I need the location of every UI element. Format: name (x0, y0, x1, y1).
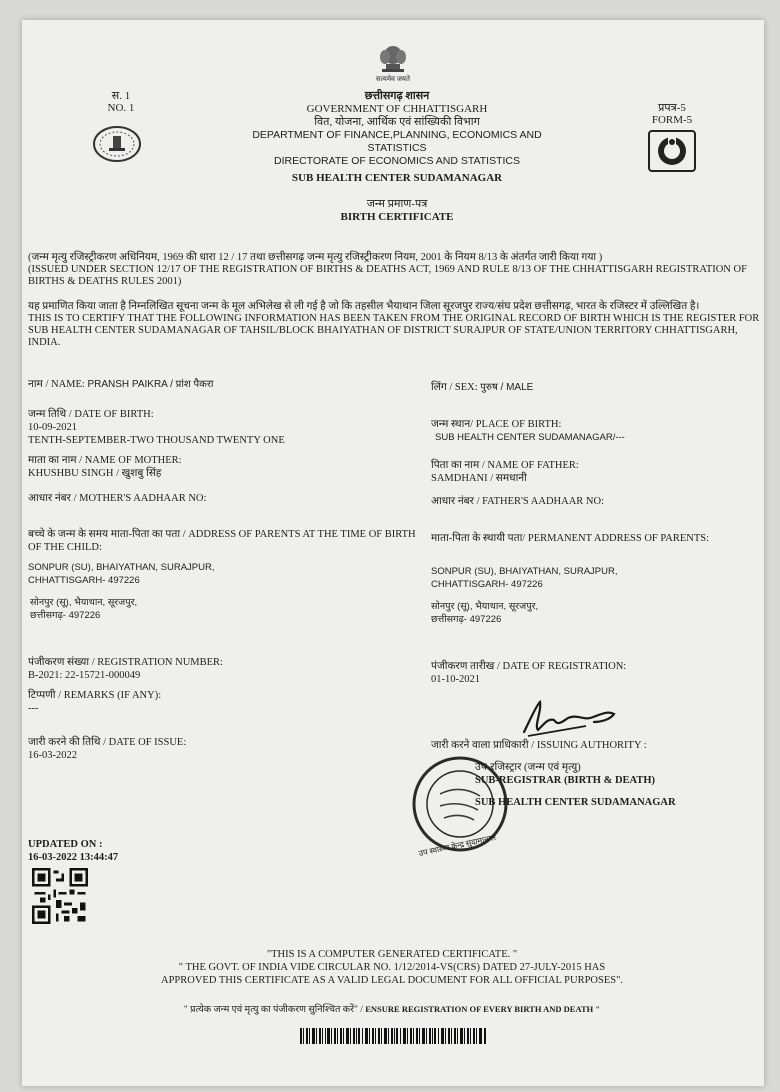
issued-under-en: (ISSUED UNDER SECTION 12/17 OF THE REGISTRATION OF BIRTHS & DEATHS ACT, 1969 AND RULE 8/13 OF THE CHHATTISGARH REGISTRATION OF BIRTHS & DEATHS RULES 2001) (28, 264, 747, 287)
form-number-right (642, 102, 702, 126)
national-emblem-icon (368, 38, 418, 84)
slogan-en: ENSURE REGISTRATION OF EVERY BIRTH AND DEATH " (365, 1004, 601, 1014)
address-permanent-hi-line1: सोनपुर (सू), भैयाथान, सूरजपुर, (431, 601, 539, 612)
certificate-page (22, 20, 764, 1086)
registrar-center: SUB HEALTH CENTER SUDAMANAGAR (475, 797, 676, 808)
slogan-separator: / (360, 1005, 363, 1015)
address-permanent-hi (431, 600, 761, 626)
dob-value: 10-09-2021 (28, 422, 77, 433)
father-aadhaar-field: आधार नंबर / FATHER'S AADHAAR NO: (431, 496, 604, 507)
registration-date-value: 01-10-2021 (431, 674, 480, 685)
issued-under-text (28, 252, 760, 288)
state-logo-icon (92, 124, 142, 169)
address-permanent-en (431, 565, 761, 591)
address-birth-en-line1: SONPUR (SU), BHAIYATHAN, SURAJPUR, (28, 562, 215, 573)
form-number-right-en: FORM-5 (651, 114, 693, 126)
remarks-label: टिप्पणी / REMARKS (IF ANY): (28, 690, 162, 701)
father-value: SAMDHANI / समधानी (431, 473, 527, 484)
certificate-title (222, 198, 572, 224)
issued-under-hi: (जन्म मृत्यु रजिस्ट्रीकरण अधिनियम, 1969 की धारा 12 / 17 तथा छत्तीसगढ़ जन्म मृत्यु रजिस्ट्रीकरण नियम, 2001 के नियम 8/13 के अंतर्गत जारी किया गया ) (28, 252, 603, 263)
certify-hi: यह प्रमाणित किया जाता है निम्नलिखित सूचना जन्म के मूल अभिलेख से ली गई है जो कि तहसील भैयाथान जिला सूरजपुर राज्य/संघ प्रदेश छत्तीसगढ़, भारत के रजिस्टर में उल्लिखित है। (28, 301, 700, 312)
father-field (431, 459, 761, 485)
sex-value: पुरुष / MALE (480, 382, 534, 393)
address-permanent-en-line2: CHHATTISGARH- 497226 (431, 579, 543, 590)
place-of-birth-value: SUB HEALTH CENTER SUDAMANAGAR/--- (435, 432, 625, 443)
gov-title-hi: छत्तीसगढ़ शासन (364, 90, 430, 102)
address-permanent-en-line1: SONPUR (SU), BHAIYATHAN, SURAJPUR, (431, 566, 618, 577)
mother-value: KHUSHBU SINGH / खुशबु सिंह (28, 468, 162, 479)
dob-field (28, 408, 428, 447)
issue-date-value: 16-03-2022 (28, 750, 77, 761)
address-birth-en (28, 561, 428, 587)
address-permanent-hi-line2: छत्तीसगढ़- 497226 (431, 614, 502, 625)
center-name: SUB HEALTH CENTER SUDAMANAGAR (291, 172, 503, 184)
census-logo-icon (648, 130, 696, 177)
address-birth-hi (30, 596, 430, 622)
dept-title-en: DEPARTMENT OF FINANCE,PLANNING, ECONOMICS AND STATISTICS (252, 129, 542, 154)
mother-aadhaar-field: आधार नंबर / MOTHER'S AADHAAR NO: (28, 493, 207, 504)
sex-field (431, 379, 761, 394)
place-of-birth-label: जन्म स्थान/ PLACE OF BIRTH: (431, 419, 562, 430)
name-field (28, 376, 428, 391)
footer-line2: " THE GOVT. OF INDIA VIDE CIRCULAR NO. 1/12/2014-VS(CRS) DATED 27-JULY-2015 HAS (178, 962, 606, 973)
name-value: PRANSH PAIKRA / प्रांश पैकरा (87, 379, 214, 390)
issue-date-field (28, 736, 428, 762)
slogan-hi: " प्रत्येक जन्म एवं मृत्यु का पंजीकरण सुनिश्चित करें" (183, 1005, 358, 1015)
certify-text (28, 301, 760, 349)
registrar-block (475, 761, 735, 787)
mother-label: माता का नाम / NAME OF MOTHER: (28, 455, 182, 466)
form-number-left-en: NO. 1 (107, 102, 135, 114)
footer-notice (92, 948, 692, 987)
gov-title-en: GOVERNMENT OF CHHATTISGARH (306, 103, 488, 115)
issue-date-label: जारी करने की तिथि / DATE OF ISSUE: (28, 737, 187, 748)
footer-line1: "THIS IS A COMPUTER GENERATED CERTIFICATE. " (266, 949, 518, 960)
address-birth-label: बच्चे के जन्म के समय माता-पिता का पता / ADDRESS OF PARENTS AT THE TIME OF BIRTH OF THE CHILD: (28, 529, 416, 553)
title-hi: जन्म प्रमाण-पत्र (366, 198, 428, 210)
father-label: पिता का नाम / NAME OF FATHER: (431, 460, 579, 471)
footer-slogan (92, 1002, 692, 1015)
registration-date-label: पंजीकरण तारीख / DATE OF REGISTRATION: (431, 661, 627, 672)
name-label: नाम / NAME: (28, 379, 85, 390)
dept-title-hi: वित, योजना, आर्थिक एवं सांख्यिकी विभाग (314, 116, 480, 128)
registration-number-value: B-2021: 22-15721-000049 (28, 670, 141, 681)
mother-field (28, 454, 428, 480)
barcode-icon (300, 1028, 486, 1049)
updated-value: 16-03-2022 13:44:47 (28, 852, 119, 863)
header-block (222, 90, 572, 168)
seal-text: उप स्वास्थ्य केन्द्र सुदामानगर (417, 832, 497, 859)
address-birth-hi-line1: सोनपुर (सू), भैयाथान, सूरजपुर, (30, 597, 138, 608)
certify-en: THIS IS TO CERTIFY THAT THE FOLLOWING INFORMATION HAS BEEN TAKEN FROM THE ORIGINAL RECORD OF BIRTH WHICH IS THE REGISTER FOR SUB HEALTH CENTER SUDAMANAGAR OF TAHSIL/BLOCK BHAIYATHAN OF DISTRICT SURAJPUR OF STATE/UNION TERRITORY CHHATTISGARH, INDIA. (28, 313, 760, 348)
form-number-right-hi: प्रपत्र-5 (658, 102, 686, 114)
address-birth-hi-line2: छत्तीसगढ़- 497226 (30, 610, 101, 621)
form-number-left-hi: स. 1 (111, 90, 131, 102)
sex-label: लिंग / SEX: (431, 382, 478, 393)
address-permanent-label: माता-पिता के स्थायी पता/ PERMANENT ADDRESS OF PARENTS: (431, 533, 710, 544)
updated-on (28, 838, 228, 864)
registrar-hi: उप-रजिस्ट्रार (जन्म एवं मृत्यु) (475, 762, 581, 773)
issuing-authority-label: जारी करने वाला प्राधिकारी / ISSUING AUTHORITY : (431, 740, 647, 751)
registrar-en: SUB-REGISTRAR (BIRTH & DEATH) (475, 775, 656, 786)
form-number-left (106, 90, 136, 114)
registration-date-field (431, 660, 761, 686)
remarks-field (28, 689, 428, 715)
remarks-value: --- (28, 703, 39, 714)
dob-words: TENTH-SEPTEMBER-TWO THOUSAND TWENTY ONE (28, 435, 285, 446)
address-birth-en-line2: CHHATTISGARH- 497226 (28, 575, 140, 586)
footer-line3: APPROVED THIS CERTIFICATE AS A VALID LEGAL DOCUMENT FOR ALL OFFICIAL PURPOSES". (160, 975, 624, 986)
emblem-caption: सत्यमेव जयते (376, 75, 410, 83)
title-en: BIRTH CERTIFICATE (340, 211, 454, 223)
directorate-title: DIRECTORATE OF ECONOMICS AND STATISTICS (274, 155, 520, 167)
registration-number-label: पंजीकरण संख्या / REGISTRATION NUMBER: (28, 657, 223, 668)
dob-label: जन्म तिथि / DATE OF BIRTH: (28, 409, 154, 420)
place-of-birth-field (431, 418, 761, 444)
updated-label: UPDATED ON : (28, 839, 103, 850)
registration-number-field (28, 656, 428, 682)
qr-code-icon (32, 868, 88, 929)
